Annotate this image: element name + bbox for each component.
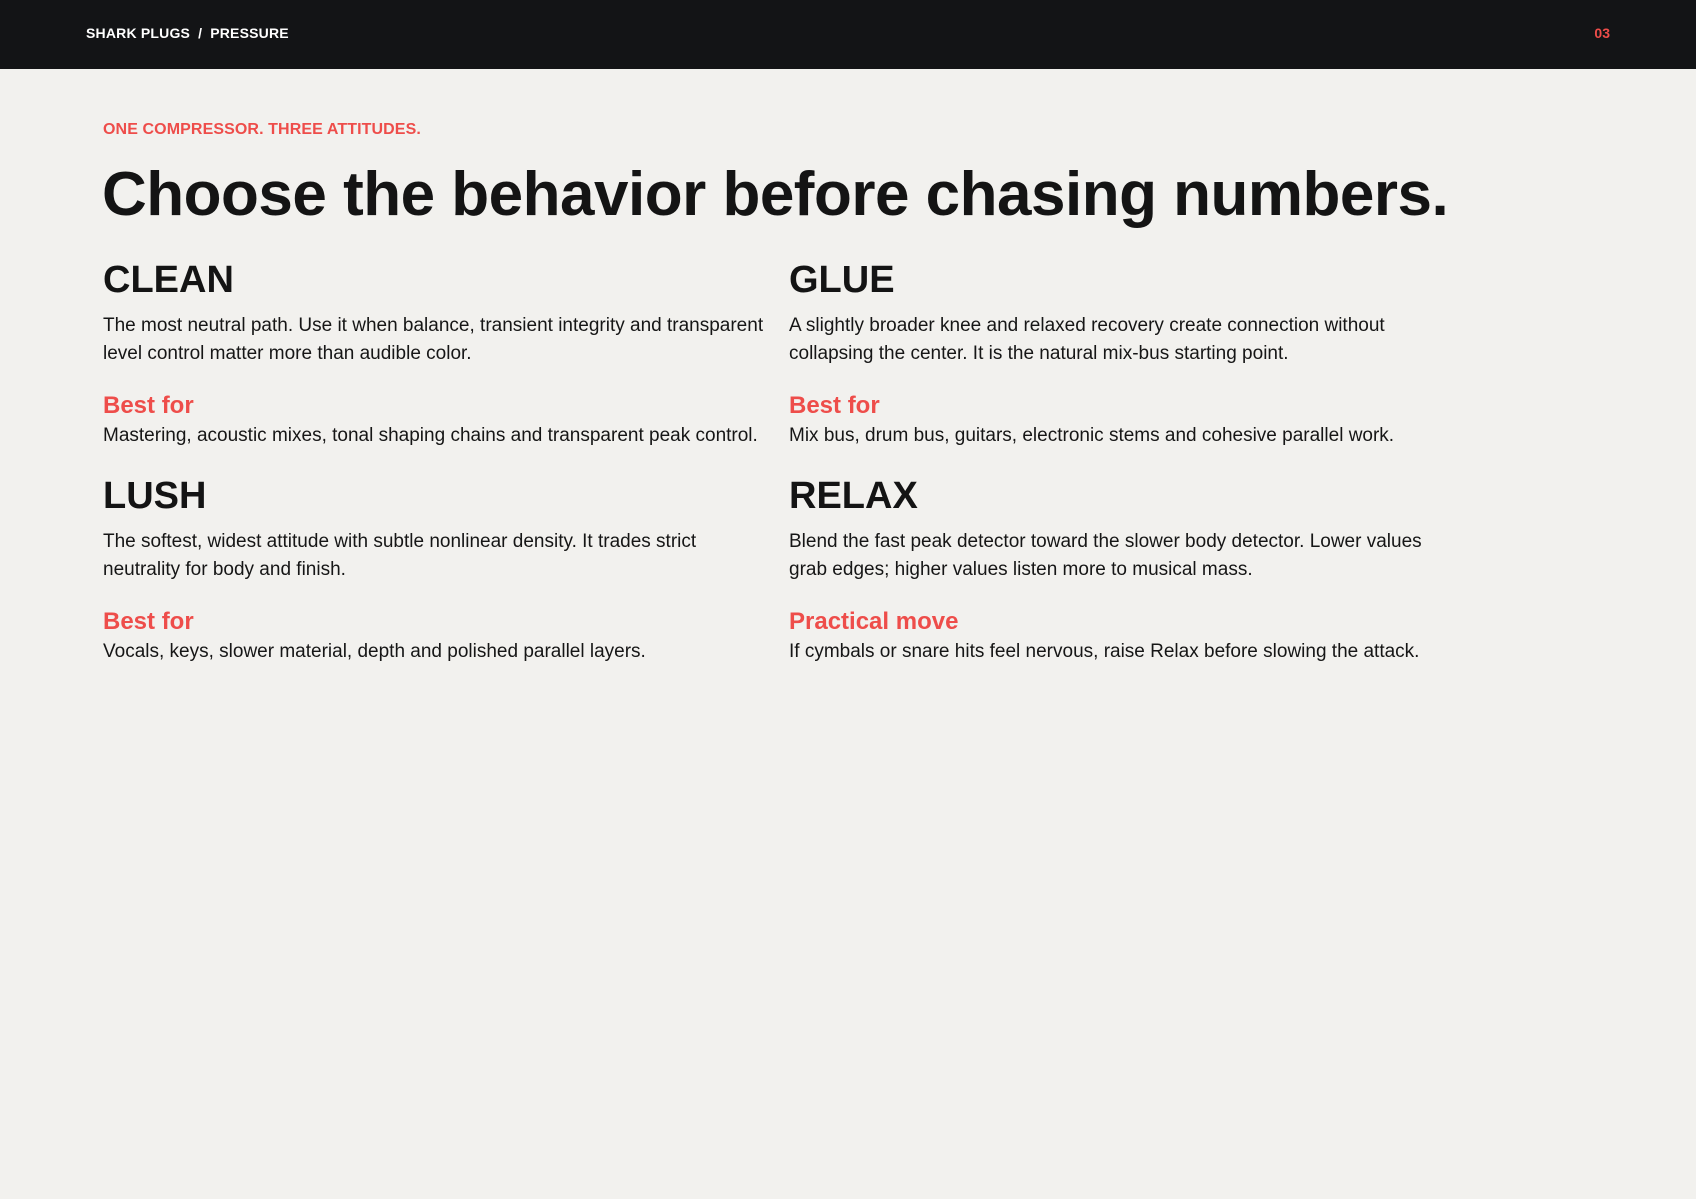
mode-card-relax xyxy=(789,470,1459,666)
mode-detail: Vocals, keys, slower material, depth and polished parallel layers. xyxy=(103,641,646,662)
mode-detail: Mix bus, drum bus, guitars, electronic stems and cohesive parallel work. xyxy=(789,425,1395,446)
mode-title: CLEAN xyxy=(103,259,234,301)
mode-description: Blend the fast peak detector toward the slower body detector. Lower values grab edges; higher values listen more to musical mass. xyxy=(789,531,1422,580)
page-number: 03 xyxy=(1594,25,1610,41)
eyebrow-label: ONE COMPRESSOR. THREE ATTITUDES. xyxy=(103,121,421,138)
mode-title: RELAX xyxy=(789,475,918,517)
mode-title: GLUE xyxy=(789,259,895,301)
mode-subheading: Best for xyxy=(103,392,194,419)
mode-detail: Mastering, acoustic mixes, tonal shaping chains and transparent peak control. xyxy=(103,425,758,446)
page-title: Choose the behavior before chasing numbers. xyxy=(102,160,1449,229)
breadcrumb-brand: SHARK PLUGS xyxy=(86,25,191,41)
top-bar xyxy=(0,0,1696,69)
mode-title: LUSH xyxy=(103,475,207,517)
mode-card-glue xyxy=(789,254,1459,450)
mode-description: The softest, widest attitude with subtle nonlinear density. It trades strict neutrality for body and finish. xyxy=(103,531,697,580)
mode-subheading: Practical move xyxy=(789,608,959,635)
breadcrumb-separator: / xyxy=(198,25,203,41)
mode-description: The most neutral path. Use it when balance, transient integrity and transparent level control matter more than audible color. xyxy=(103,315,764,364)
mode-detail: If cymbals or snare hits feel nervous, raise Relax before slowing the attack. xyxy=(789,641,1420,662)
breadcrumb-section: PRESSURE xyxy=(210,25,289,41)
breadcrumb xyxy=(86,25,289,41)
mode-card-clean xyxy=(103,254,773,450)
mode-description: A slightly broader knee and relaxed recovery create connection without collapsing the center. It is the natural mix-bus starting point. xyxy=(789,315,1385,364)
mode-card-lush xyxy=(103,470,773,666)
mode-grid xyxy=(103,254,1463,666)
mode-subheading: Best for xyxy=(789,392,880,419)
mode-subheading: Best for xyxy=(103,608,194,635)
